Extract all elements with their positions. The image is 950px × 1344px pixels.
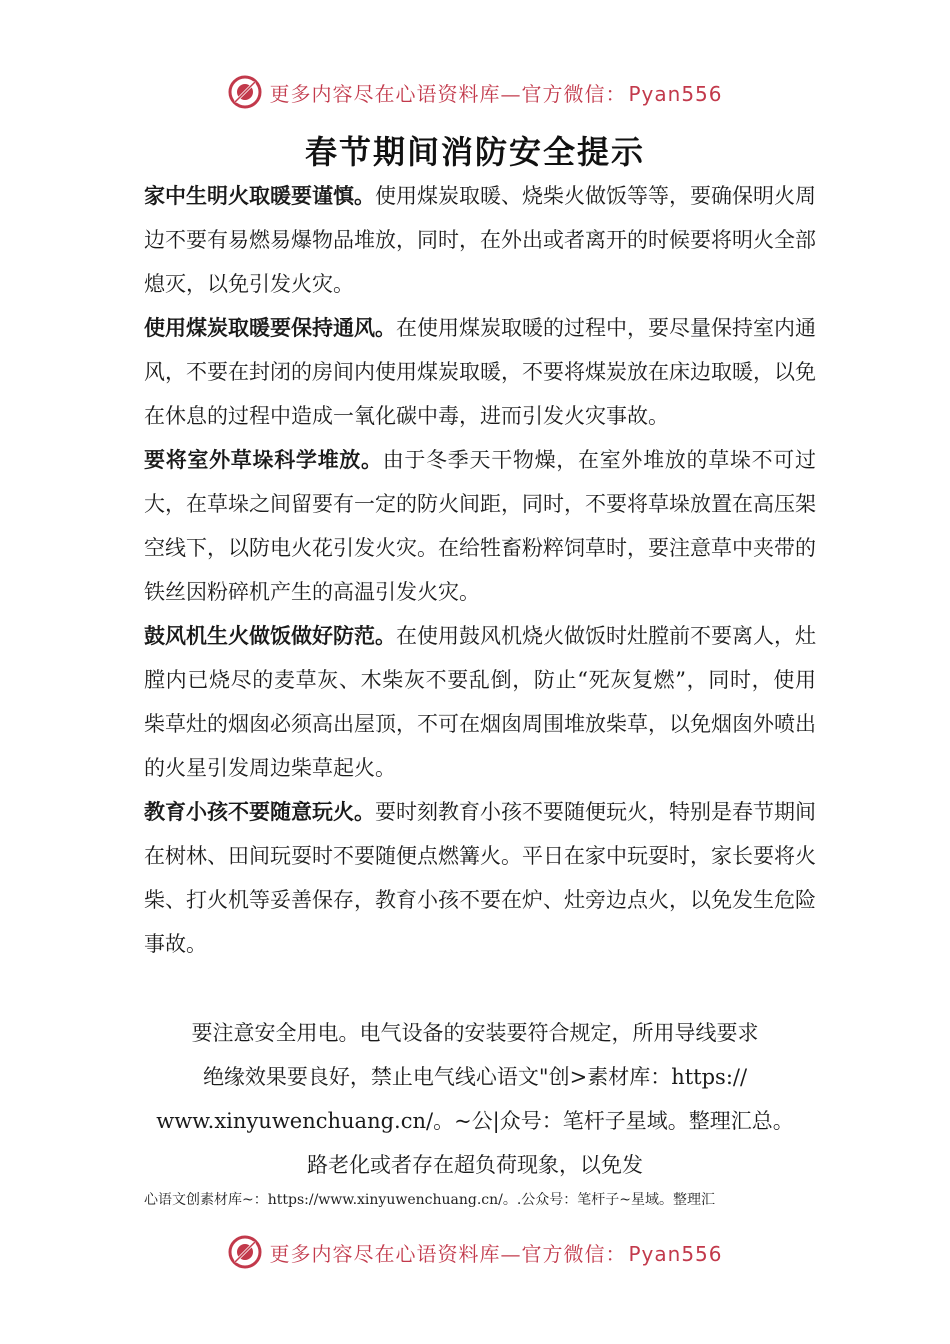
paragraph-body: 在使用煤炭取暖的过程中，要尽量保持室内通风，不要在封闭的房间内使用煤炭取暖，不要将煤炭放在床边取暖，以免在休息的过程中造成一氧化碳中毒，进而引发火灾事故。 xyxy=(144,316,816,428)
wechat-id: Pyan556 xyxy=(628,81,723,106)
paragraph-body: 要时刻教育小孩不要随便玩火，特别是春节期间在树林、田间玩耍时不要随便点燃篝火。平日在家中玩耍时，家长要将火柴、打火机等妥善保存，教育小孩不要在炉、灶旁边点火，以免发生危险事故。 xyxy=(144,800,816,956)
footer-banner xyxy=(0,1232,950,1272)
banner-text xyxy=(269,78,722,107)
paragraph xyxy=(144,790,816,966)
centered-line: www.xinyuwenchuang.cn/。~公|众号：笔杆子星域。整理汇总。 xyxy=(156,1109,794,1133)
banner-label: 更多内容尽在心语资料库—官方微信： xyxy=(269,81,627,106)
paragraph-body: 在使用鼓风机烧火做饭时灶膛前不要离人，灶膛内已烧尽的麦草灰、木柴灰不要乱倒，防止“死灰复燃”，同时，使用柴草灶的烟囱必须高出屋顶，不可在烟囱周围堆放柴草，以免烟囱外喷出的火星引发周边柴草起火。 xyxy=(144,624,816,780)
source-note: 心语文创素材库~：https://www.xinyuwenchuang.cn/。.公众号：笔杆子~星域。整理汇 xyxy=(144,1192,716,1208)
wechat-id: Pyan556 xyxy=(628,1241,723,1266)
banner-text xyxy=(269,1238,722,1267)
paragraph xyxy=(144,306,816,438)
document-body xyxy=(144,174,816,966)
brand-logo-icon xyxy=(227,1234,263,1270)
centered-paragraph xyxy=(110,1011,840,1187)
banner-label: 更多内容尽在心语资料库—官方微信： xyxy=(269,1241,627,1266)
paragraph xyxy=(144,438,816,614)
paragraph-body: 由于冬季天干物燥，在室外堆放的草垛不可过大，在草垛之间留要有一定的防火间距，同时，不要将草垛放置在高压架空线下，以防电火花引发火灾。在给牲畜粉粹饲草时，要注意草中夹带的铁丝因粉碎机产生的高温引发火灾。 xyxy=(144,448,817,604)
page-title: 春节期间消防安全提示 xyxy=(304,133,645,171)
centered-line: 路老化或者存在超负荷现象，以免发 xyxy=(307,1153,643,1177)
centered-line: 绝缘效果要良好，禁止电气线心语文"创>素材库：https:// xyxy=(202,1065,748,1089)
header-banner xyxy=(0,72,950,112)
paragraph-lead: 使用煤炭取暖要保持通风。 xyxy=(144,316,396,340)
paragraph-lead: 鼓风机生火做饭做好防范。 xyxy=(144,624,396,648)
paragraph xyxy=(144,174,816,306)
paragraph-lead: 要将室外草垛科学堆放。 xyxy=(144,448,383,472)
paragraph-lead: 教育小孩不要随意玩火。 xyxy=(144,800,375,824)
paragraph xyxy=(144,614,816,790)
paragraph-body: 使用煤炭取暖、烧柴火做饭等等，要确保明火周边不要有易燃易爆物品堆放，同时，在外出或者离开的时候要将明火全部熄灭，以免引发火灾。 xyxy=(144,184,816,296)
paragraph-lead: 家中生明火取暖要谨慎。 xyxy=(144,184,375,208)
brand-logo-icon xyxy=(227,74,263,110)
centered-line: 要注意安全用电。电气设备的安装要符合规定，所用导线要求 xyxy=(191,1021,759,1045)
